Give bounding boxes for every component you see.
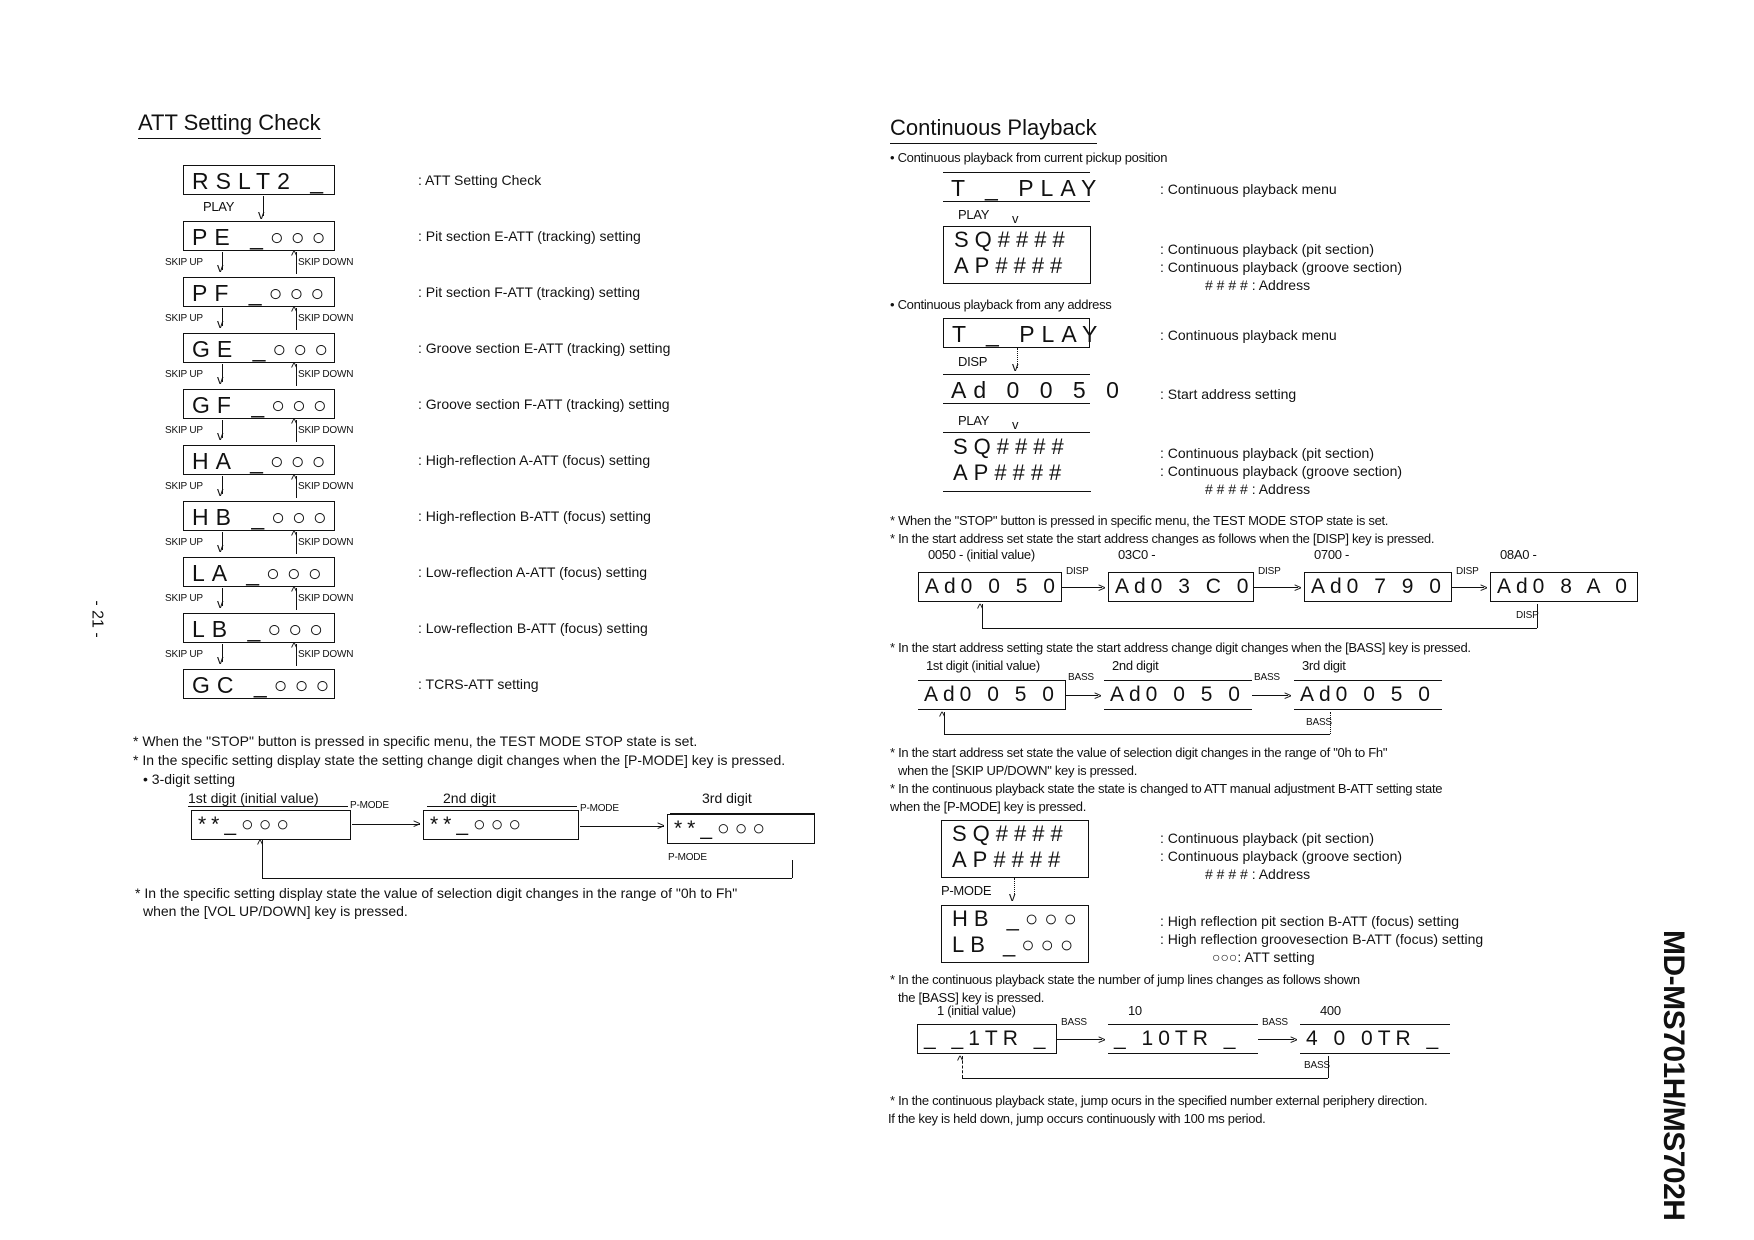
cp-display-tplay-1: T _ PLAY xyxy=(943,172,1090,202)
att-note-3digit: • 3-digit setting xyxy=(143,771,236,787)
cp-section-title: Continuous Playback xyxy=(890,115,1097,144)
key-bass-return: BASS xyxy=(1304,1060,1330,1071)
up-arrow-icon: ^ xyxy=(977,601,984,616)
cp-note-final-2: If the key is held down, jump occurs continuously with 100 ms period. xyxy=(888,1111,1266,1126)
key-pmode-2: P-MODE xyxy=(580,803,619,814)
cp-note-skip-2: when the [SKIP UP/DOWN" key is pressed. xyxy=(898,763,1138,778)
cp-note-final: * In the continuous playback state, jump ocurs in the specified number external periphery direction. xyxy=(890,1093,1428,1108)
cp-display-tplay-2: T _ PLAY xyxy=(943,318,1090,348)
att-display-5: HA _○○○ xyxy=(183,445,335,475)
up-arrow-icon: ^ xyxy=(957,1053,964,1068)
cp-desc-groove-3: : Continuous playback (groove section) xyxy=(1160,848,1403,864)
bass-seq-display-1: Ad0 0 5 0 xyxy=(1104,680,1252,710)
key-bass-return: BASS xyxy=(1306,717,1332,728)
key-bass-label: BASS xyxy=(1254,672,1280,683)
cp-desc-addr-3: # # # # : Address xyxy=(1205,866,1311,882)
cp-note-skip: * In the start address set state the value of selection digit changes in the range of "0h to Fh" xyxy=(890,745,1388,760)
key-bass-label: BASS xyxy=(1061,1017,1087,1028)
att-note-vol-2: when the [VOL UP/DOWN] key is pressed. xyxy=(143,903,408,919)
att-desc-7: : Low-reflection A-ATT (focus) setting xyxy=(418,564,648,580)
down-arrow-icon: v xyxy=(217,428,224,443)
digit-label-1: 1st digit (initial value) xyxy=(188,790,319,806)
att-display-4: GF _○○○ xyxy=(183,389,335,419)
key-disp-label: DISP xyxy=(1258,566,1281,577)
att-desc-3: : Groove section E-ATT (tracking) setting xyxy=(418,340,671,356)
key-skip-up-label: SKIP UP xyxy=(165,369,203,380)
cp-bullet-current: • Continuous playback from current pickup position xyxy=(890,150,1168,165)
model-label: MD-MS701H/MS702H xyxy=(1657,930,1690,1221)
down-arrow-icon: v xyxy=(217,372,224,387)
key-skip-up-label: SKIP UP xyxy=(165,313,203,324)
disp-seq-label-3: 08A0 - xyxy=(1500,547,1537,562)
att-note-stop: * When the "STOP" button is pressed in specific menu, the TEST MODE STOP state is set. xyxy=(133,733,698,749)
cp-display-ad: Ad 0 0 5 0 xyxy=(943,374,1090,404)
right-arrow-icon: > xyxy=(1294,580,1302,595)
att-desc-5: : High-reflection A-ATT (focus) setting xyxy=(418,452,651,468)
cp-display-sq-ap-1 xyxy=(943,226,1091,284)
disp-seq-label-1: 03C0 - xyxy=(1118,547,1156,562)
digit-display-2: **_○○○ xyxy=(423,810,579,840)
right-arrow-icon: > xyxy=(1290,1032,1298,1047)
down-arrow-icon: v xyxy=(217,260,224,275)
att-desc-9: : TCRS-ATT setting xyxy=(418,676,539,692)
att-desc-6: : High-reflection B-ATT (focus) setting xyxy=(418,508,651,524)
key-disp-return: DISP xyxy=(1516,610,1539,621)
bass-seq-display-2: Ad0 0 5 0 xyxy=(1294,680,1442,710)
att-display-9: GC _○○○ xyxy=(183,669,335,699)
up-arrow-icon: ^ xyxy=(291,640,298,655)
key-bass-label: BASS xyxy=(1262,1017,1288,1028)
cp-desc-addr-1: # # # # : Address xyxy=(1205,277,1311,293)
att-desc-2: : Pit section F-ATT (tracking) setting xyxy=(418,284,640,300)
key-skip-down-label: SKIP DOWN xyxy=(298,481,354,492)
att-desc-8: : Low-reflection B-ATT (focus) setting xyxy=(418,620,648,636)
key-skip-up-label: SKIP UP xyxy=(165,649,203,660)
cp-desc-groove-1: : Continuous playback (groove section) xyxy=(1160,259,1403,275)
disp-seq-display-3: Ad0 8 A 0 xyxy=(1490,572,1638,602)
att-desc-4: : Groove section F-ATT (tracking) setting xyxy=(418,396,670,412)
cp-key-pmode: P-MODE xyxy=(941,883,992,898)
up-arrow-icon: ^ xyxy=(939,709,946,724)
cp-sq-1: SQ#### xyxy=(954,227,1071,252)
key-disp-label: DISP xyxy=(1456,566,1479,577)
key-skip-down-label: SKIP DOWN xyxy=(298,257,354,268)
cp-desc-pit-1: : Continuous playback (pit section) xyxy=(1160,241,1374,257)
digit-label-2: 2nd digit xyxy=(443,790,496,806)
att-display-8: LB _○○○ xyxy=(183,613,335,643)
up-arrow-icon: ^ xyxy=(291,416,298,431)
key-disp-label: DISP xyxy=(1066,566,1089,577)
right-arrow-icon: > xyxy=(1480,580,1488,595)
down-arrow-icon: v xyxy=(217,316,224,331)
key-skip-up-label: SKIP UP xyxy=(165,481,203,492)
up-arrow-icon: ^ xyxy=(291,472,298,487)
bass-seq-display-0: Ad0 0 5 0 xyxy=(918,680,1066,710)
cp-desc-hb: : High reflection pit section B-ATT (focus) setting xyxy=(1160,913,1460,929)
disp-seq-display-0: Ad0 0 5 0 xyxy=(918,572,1062,602)
jump-seq-display-2: 4 0 0TR _ xyxy=(1300,1024,1450,1054)
cp-ap-3: AP#### xyxy=(952,847,1067,872)
down-arrow-icon: v xyxy=(258,207,265,222)
cp-desc-groove-2: : Continuous playback (groove section) xyxy=(1160,463,1403,479)
att-display-0: RSLT2 _ xyxy=(183,165,335,195)
jump-seq-display-0: _ _1TR _ xyxy=(917,1024,1057,1054)
right-arrow-icon: > xyxy=(1094,688,1102,703)
up-arrow-icon: ^ xyxy=(291,304,298,319)
cp-note-bass: * In the start address setting state the start address change digit changes when the [BASS] key is pressed. xyxy=(890,640,1471,655)
att-display-2: PF _○○○ xyxy=(183,277,335,307)
cp-ap-2: AP#### xyxy=(953,460,1068,485)
key-skip-up-label: SKIP UP xyxy=(165,425,203,436)
down-arrow-icon: v xyxy=(217,484,224,499)
key-skip-down-label: SKIP DOWN xyxy=(298,313,354,324)
key-bass-label: BASS xyxy=(1068,672,1094,683)
cp-desc-att: ○○○: ATT setting xyxy=(1212,949,1315,965)
key-pmode-1: P-MODE xyxy=(350,800,389,811)
cp-desc-start: : Start address setting xyxy=(1160,386,1297,402)
up-arrow-icon: ^ xyxy=(291,528,298,543)
jump-seq-label-0: 1 (initial value) xyxy=(937,1003,1016,1018)
att-note-pmode: * In the specific setting display state the setting change digit changes when the [P-MODE] key is pressed. xyxy=(133,752,786,768)
down-arrow-icon: v xyxy=(217,540,224,555)
cp-ap-1: AP#### xyxy=(954,253,1069,278)
key-skip-down-label: SKIP DOWN xyxy=(298,593,354,604)
disp-seq-label-2: 0700 - xyxy=(1314,547,1350,562)
att-desc-0: : ATT Setting Check xyxy=(418,172,542,188)
att-display-1: PE _○○○ xyxy=(183,221,335,251)
jump-seq-display-1: _ 10TR _ xyxy=(1108,1024,1258,1054)
att-display-6: HB _○○○ xyxy=(183,501,335,531)
cp-note-disp: * In the start address set state the start address changes as follows when the [DISP] key is pressed. xyxy=(890,531,1435,546)
key-skip-down-label: SKIP DOWN xyxy=(298,425,354,436)
digit-label-3: 3rd digit xyxy=(702,790,752,806)
cp-note-jump-2: the [BASS] key is pressed. xyxy=(898,990,1045,1005)
cp-display-hb-lb xyxy=(941,905,1089,963)
right-arrow-icon: > xyxy=(1098,580,1106,595)
up-arrow-icon: ^ xyxy=(291,584,298,599)
cp-note-jump: * In the continuous playback state the number of jump lines changes as follows shown xyxy=(890,972,1360,987)
cp-bullet-any: • Continuous playback from any address xyxy=(890,297,1112,312)
key-play-label: PLAY xyxy=(203,199,235,214)
disp-seq-display-1: Ad0 3 C 0 xyxy=(1108,572,1254,602)
up-arrow-icon: ^ xyxy=(291,360,298,375)
key-pmode-3: P-MODE xyxy=(668,852,707,863)
cp-desc-menu-2: : Continuous playback menu xyxy=(1160,327,1337,343)
att-note-vol: * In the specific setting display state the value of selection digit changes in the range of "0h to Fh" xyxy=(135,885,738,901)
down-arrow-icon: v xyxy=(217,596,224,611)
cp-desc-lb: : High reflection groovesection B-ATT (focus) setting xyxy=(1160,931,1484,947)
cp-sq-2: SQ#### xyxy=(953,434,1070,459)
att-display-3: GE _○○○ xyxy=(183,333,335,363)
cp-desc-addr-2: # # # # : Address xyxy=(1205,481,1311,497)
digit-display-3: **_○○○ xyxy=(667,814,815,844)
bass-seq-label-0: 1st digit (initial value) xyxy=(926,658,1040,673)
cp-note-stop: * When the "STOP" button is pressed in specific menu, the TEST MODE STOP state is set. xyxy=(890,513,1389,528)
cp-desc-pit-3: : Continuous playback (pit section) xyxy=(1160,830,1374,846)
cp-key-play-2: PLAY xyxy=(958,413,990,428)
att-section-title: ATT Setting Check xyxy=(138,110,321,139)
cp-note-pmode: * In the continuous playback state the state is changed to ATT manual adjustment B-ATT setting state xyxy=(890,781,1443,796)
bass-seq-label-1: 2nd digit xyxy=(1112,658,1159,673)
key-skip-up-label: SKIP UP xyxy=(165,537,203,548)
cp-hb: HB _○○○ xyxy=(952,906,1083,931)
cp-desc-menu-1: : Continuous playback menu xyxy=(1160,181,1337,197)
disp-seq-display-2: Ad0 7 9 0 xyxy=(1304,572,1452,602)
jump-seq-label-1: 10 xyxy=(1128,1003,1142,1018)
key-skip-down-label: SKIP DOWN xyxy=(298,369,354,380)
disp-seq-label-0: 0050 - (initial value) xyxy=(928,547,1035,562)
down-arrow-icon: v xyxy=(217,652,224,667)
key-skip-up-label: SKIP UP xyxy=(165,257,203,268)
cp-desc-pit-2: : Continuous playback (pit section) xyxy=(1160,445,1374,461)
att-desc-1: : Pit section E-ATT (tracking) setting xyxy=(418,228,641,244)
cp-lb: LB _○○○ xyxy=(952,932,1080,957)
cp-sq-3: SQ#### xyxy=(952,821,1069,846)
digit-display-1: **_○○○ xyxy=(191,810,351,840)
right-arrow-icon: > xyxy=(1098,1032,1106,1047)
key-skip-down-label: SKIP DOWN xyxy=(298,537,354,548)
page-number: - 21 - xyxy=(88,600,106,638)
att-display-7: LA _○○○ xyxy=(183,557,335,587)
key-skip-up-label: SKIP UP xyxy=(165,593,203,604)
cp-key-play-1: PLAY xyxy=(958,207,990,222)
cp-display-sq-ap-3 xyxy=(941,820,1089,878)
key-skip-down-label: SKIP DOWN xyxy=(298,649,354,660)
up-arrow-icon: ^ xyxy=(291,248,298,263)
right-arrow-icon: > xyxy=(1284,688,1292,703)
bass-seq-label-2: 3rd digit xyxy=(1302,658,1346,673)
cp-display-sq-ap-2 xyxy=(943,434,1091,492)
jump-seq-label-2: 400 xyxy=(1320,1003,1341,1018)
cp-note-pmode-2: when the [P-MODE] key is pressed. xyxy=(890,799,1087,814)
cp-key-disp: DISP xyxy=(958,354,988,369)
